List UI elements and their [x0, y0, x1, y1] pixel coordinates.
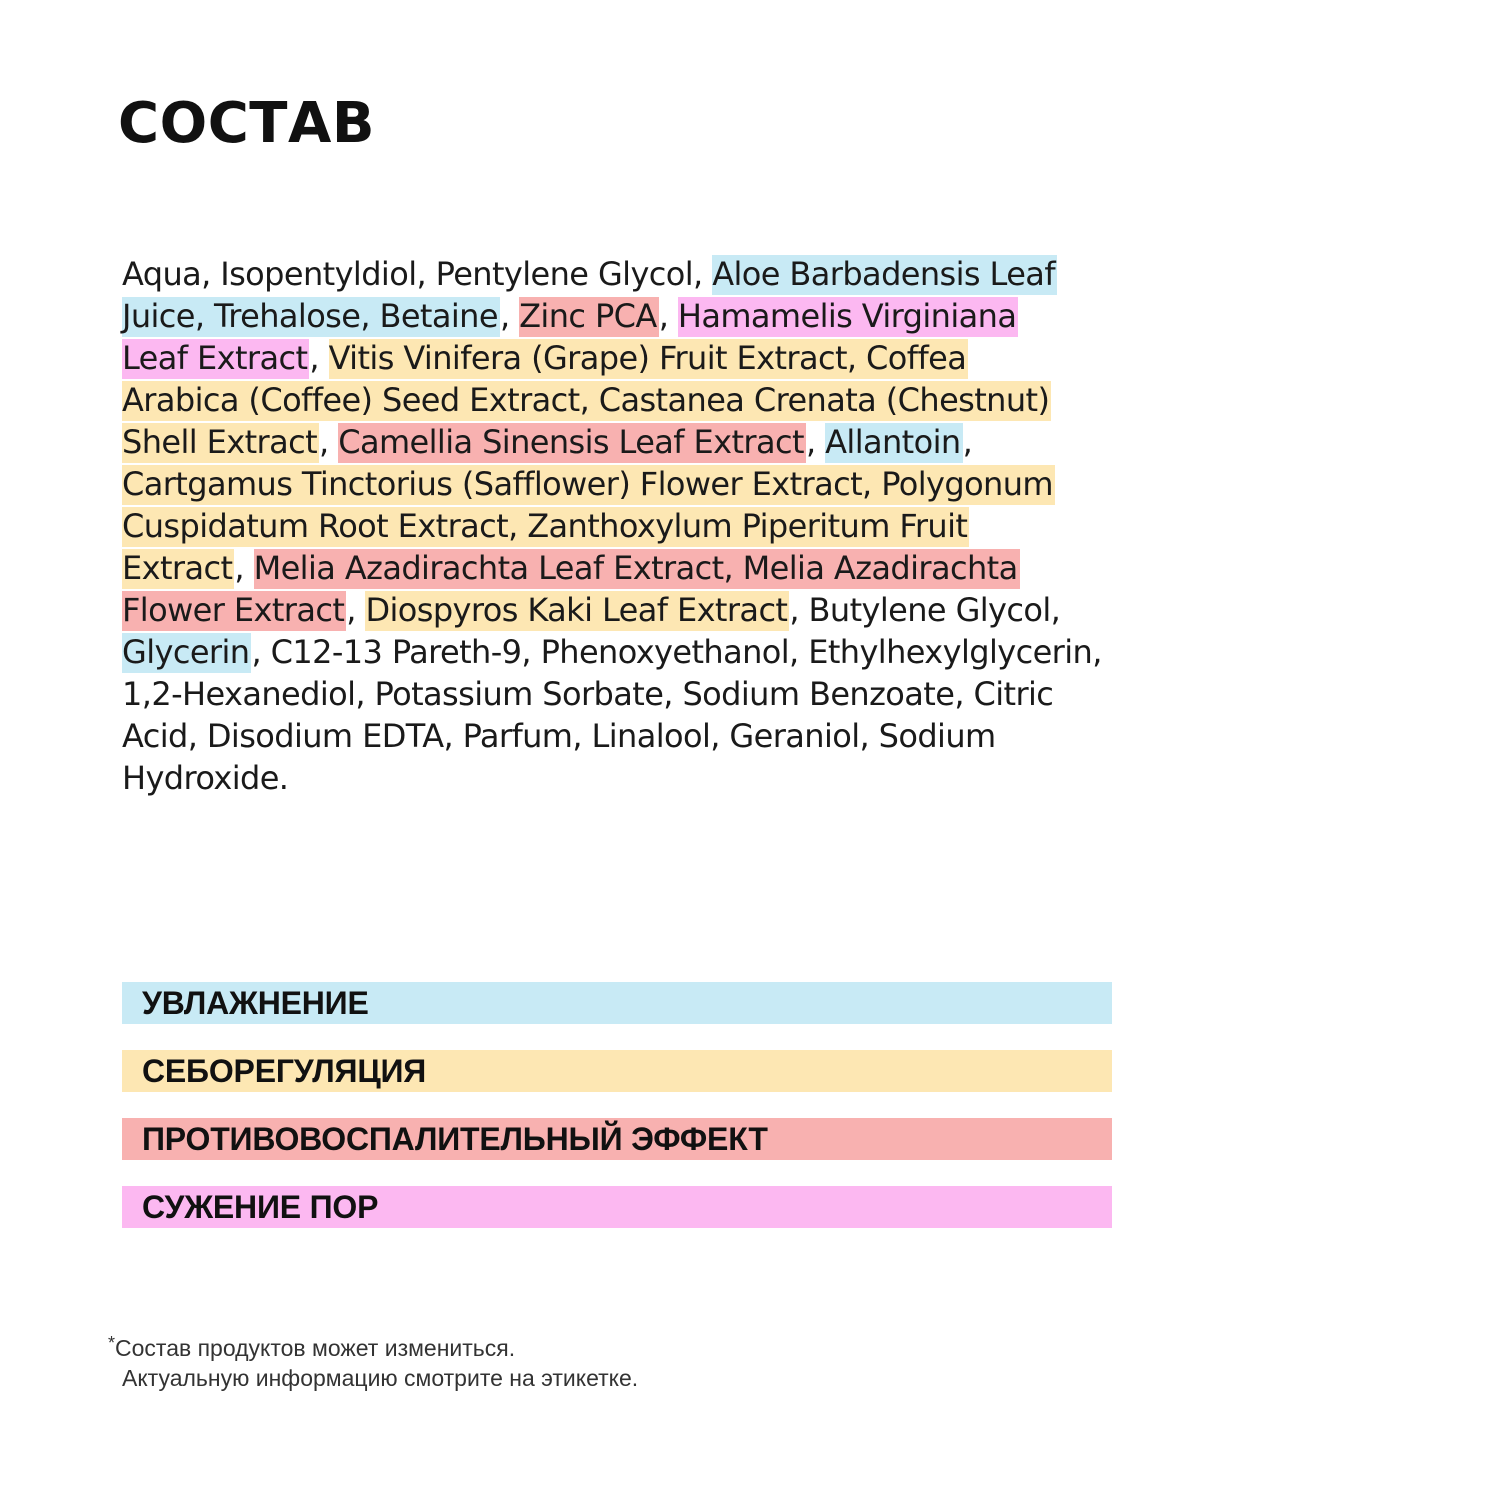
ingredient-line [122, 505, 1122, 547]
ingredient-line [122, 547, 1122, 589]
legend-label: СУЖЕНИЕ ПОР [142, 1188, 379, 1225]
highlighted-ingredient-pore: Hamamelis Virginiana [677, 297, 1017, 335]
legend-item-anti-inflammatory [122, 1118, 1112, 1160]
highlighted-ingredient-sebum: Shell Extract [122, 423, 318, 461]
highlighted-ingredient-sebum: Extract [122, 549, 233, 587]
ingredient-line [122, 463, 1122, 505]
highlighted-ingredient-moisturizing: Juice, Trehalose, Betaine [122, 297, 498, 335]
highlighted-ingredient-sebum: Arabica (Coffee) Seed Extract, Castanea Crenata (Chestnut) [122, 381, 1050, 419]
highlighted-ingredient-moisturizing: Glycerin [122, 633, 250, 671]
footnote-line-2: Актуальную информацию смотрите на этикетке. [122, 1365, 639, 1391]
highlighted-ingredient-moisturizing: Allantoin [825, 423, 961, 461]
legend [122, 982, 1112, 1254]
ingredient-line [122, 295, 1122, 337]
ingredient-text: Aqua, Isopentyldiol, Pentylene Glycol, [122, 255, 713, 293]
ingredient-text: , [234, 549, 254, 587]
highlighted-ingredient-sebum: Cuspidatum Root Extract, Zanthoxylum Piperitum Fruit [122, 507, 968, 545]
ingredient-line [122, 589, 1122, 631]
legend-label: СЕБОРЕГУЛЯЦИЯ [142, 1052, 427, 1089]
ingredient-line [122, 337, 1122, 379]
footnote-marker: * [108, 1333, 116, 1353]
legend-item-sebum [122, 1050, 1112, 1092]
ingredient-text: , [805, 423, 826, 461]
legend-item-moisturizing [122, 982, 1112, 1024]
highlighted-ingredient-anti-inflammatory: Melia Azadirachta Leaf Extract, Melia Azadirachta [253, 549, 1018, 587]
ingredient-text: , Butylene Glycol, [789, 591, 1061, 629]
page-title: СОСТАВ [118, 91, 376, 156]
ingredient-line [122, 253, 1122, 295]
ingredient-list [122, 253, 1122, 799]
ingredient-text: , [309, 339, 329, 377]
highlighted-ingredient-sebum: Vitis Vinifera (Grape) Fruit Extract, Coffea [328, 339, 967, 377]
legend-label: УВЛАЖНЕНИЕ [142, 984, 369, 1021]
ingredient-text: Acid, Disodium EDTA, Parfum, Linalool, Geraniol, Sodium [122, 717, 996, 755]
footnote-line-1: Состав продуктов может измениться. [115, 1335, 516, 1361]
highlighted-ingredient-anti-inflammatory: Flower Extract [122, 591, 345, 629]
ingredient-text: , C12-13 Pareth-9, Phenoxyethanol, Ethylhexylglycerin, [251, 633, 1102, 671]
ingredient-line [122, 379, 1122, 421]
highlighted-ingredient-anti-inflammatory: Zinc PCA [519, 297, 657, 335]
ingredient-text: , [319, 423, 339, 461]
footnote [108, 1333, 638, 1393]
ingredient-text: , [962, 423, 973, 461]
ingredient-line [122, 673, 1122, 715]
ingredient-line [122, 631, 1122, 673]
legend-label: ПРОТИВОВОСПАЛИТЕЛЬНЫЙ ЭФФЕКТ [142, 1120, 768, 1157]
ingredient-text: 1,2-Hexanediol, Potassium Sorbate, Sodium Benzoate, Citric [122, 675, 1054, 713]
highlighted-ingredient-anti-inflammatory: Camellia Sinensis Leaf Extract [338, 423, 804, 461]
ingredient-line [122, 715, 1122, 757]
ingredient-text: , [346, 591, 366, 629]
highlighted-ingredient-moisturizing: Aloe Barbadensis Leaf [712, 255, 1055, 293]
ingredient-line [122, 757, 1122, 799]
ingredient-line [122, 421, 1122, 463]
ingredient-text: , [658, 297, 678, 335]
legend-item-pore [122, 1186, 1112, 1228]
highlighted-ingredient-pore: Leaf Extract [122, 339, 308, 377]
highlighted-ingredient-sebum: Cartgamus Tinctorius (Safflower) Flower Extract, Polygonum [122, 465, 1053, 503]
highlighted-ingredient-sebum: Diospyros Kaki Leaf Extract [365, 591, 788, 629]
ingredient-text: , [499, 297, 520, 335]
ingredient-text: Hydroxide. [122, 759, 289, 797]
